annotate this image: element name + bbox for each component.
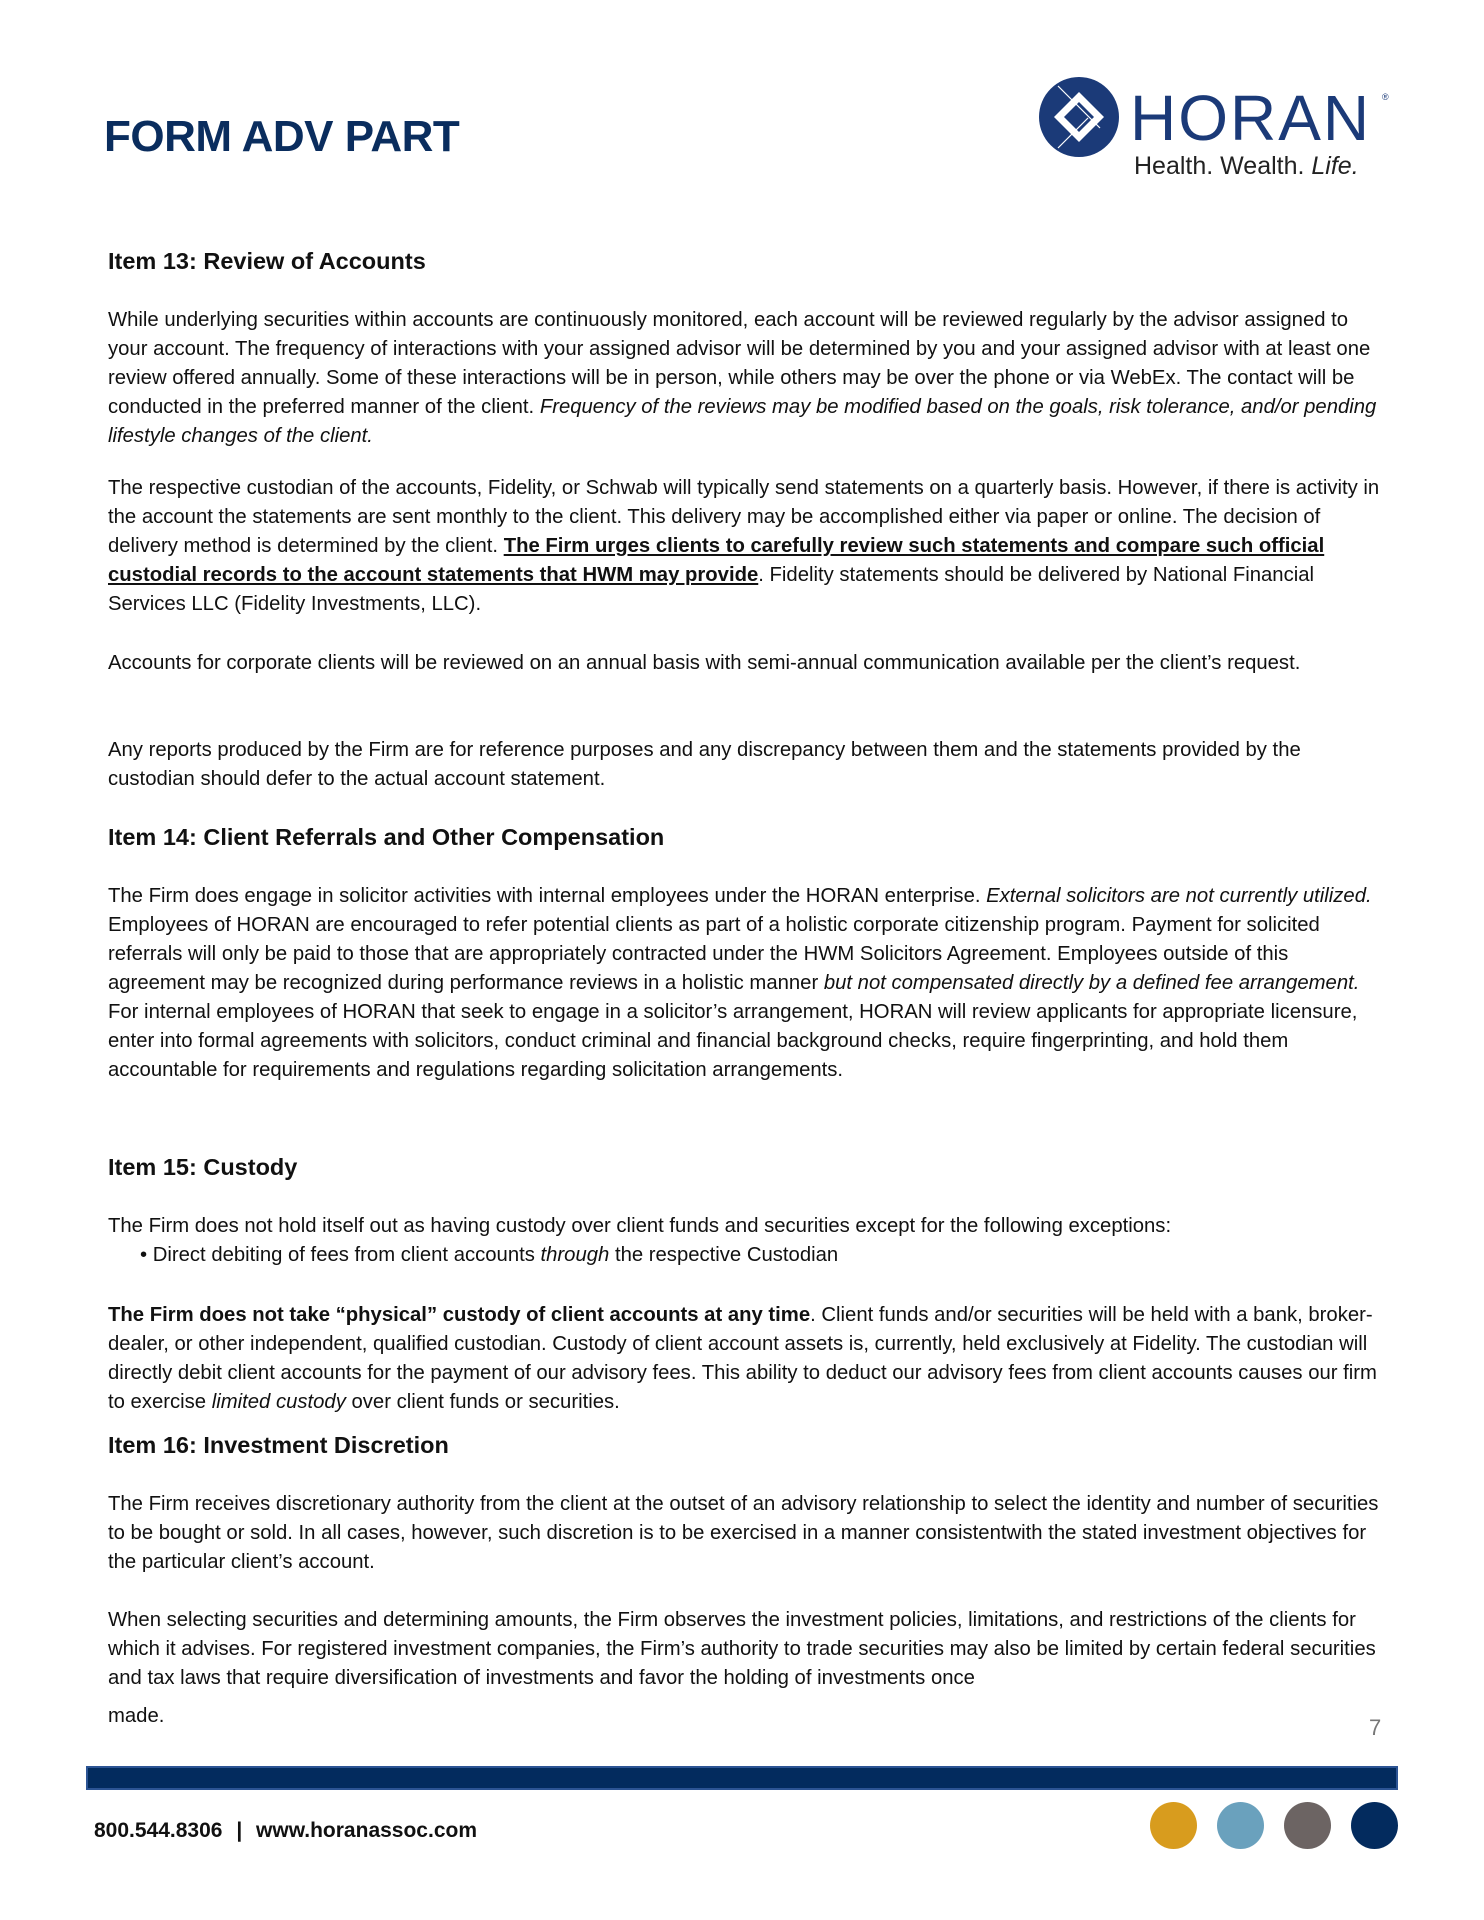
paragraph-text: Accounts for corporate clients will be reviewed on an annual basis with semi-annual communication available per the client’s request. (108, 652, 1301, 674)
page-number: 7 (1369, 1715, 1382, 1740)
section-item-15 (108, 1152, 1380, 1182)
paragraph-text: Employees of HORAN are encouraged to refer potential clients as part of a holistic corporate citizenship program. Payment for solicited referrals will only be paid to those that are appropriately contracted under the HWM Solicitors Agreement. Employees outside of this agreement may be recognized during performance reviews in a holistic manner (108, 914, 1320, 994)
page-title: FORM ADV PART (104, 112, 460, 161)
emphasis-text: The Firm urges clients to carefully review such statements and compare such official custodial records to the account statements that HWM may provide (108, 535, 1325, 586)
item13-paragraph-1 (108, 306, 1380, 451)
paragraph-text: over client funds or securities. (345, 1391, 620, 1413)
horan-logo-mark-icon (1038, 76, 1120, 158)
blue-dot-icon (1217, 1802, 1264, 1849)
footer-bar (86, 1766, 1398, 1790)
paragraph-text: When selecting securities and determining amounts, the Firm observes the investment policies, limitations, and restrictions of the clients for which it advises. For registered investment companies, the Firm’s authority to trade securities may also be limited by certain federal securities and tax laws that require diversification of investments and favor the holding of investments once (108, 1609, 1376, 1689)
tagline-text: Health. Wealth. (1134, 152, 1312, 180)
item16-paragraph-1 (108, 1490, 1380, 1577)
bold-text: The Firm does not take “physical” custody of client accounts at any time (108, 1304, 811, 1326)
list-item-text: the respective Custodian (609, 1244, 839, 1266)
section-item-16 (108, 1430, 1380, 1460)
item14-paragraph-1 (108, 882, 1380, 1085)
paragraph-text: While underlying securities within accounts are continuously monitored, each account will be reviewed regularly by the advisor assigned to your account. The frequency of interactions with your assigned advisor will be determined by you and your assigned advisor with at least one review offered annually. Some of these interactions will be in person, while others may be over the phone or via WebEx. The contact will be conducted in the preferred manner of the client. (108, 309, 1371, 418)
section-heading: Item 15: Custody (108, 1154, 298, 1180)
gold-dot-icon (1150, 1802, 1197, 1849)
italic-text: limited custody (211, 1391, 346, 1413)
paragraph-text: . Fidelity statements should be delivered by National Financial Services LLC (Fidelity Investments, LLC). (108, 564, 1315, 615)
item16-paragraph-2 (108, 1606, 1380, 1693)
section-item-13 (108, 246, 1380, 276)
item13-paragraph-4 (108, 736, 1380, 794)
italic-text: but not compensated directly by a defined fee arrangement. (823, 972, 1360, 994)
paragraph-text: For internal employees of HORAN that seek to engage in a solicitor’s arrangement, HORAN will review applicants for appropriate licensure, enter into formal agreements with solicitors, conduct criminal and financial background checks, require fingerprinting, and hold them accountable for requirements and regulations regarding solicitation arrangements. (108, 1001, 1358, 1081)
italic-text: through (540, 1244, 610, 1266)
list-item (108, 1241, 1380, 1270)
item16-paragraph-2-last-line (108, 1702, 1380, 1731)
tagline-life: Life. (1311, 152, 1359, 180)
paragraph-text: The respective custodian of the accounts, Fidelity, or Schwab will typically send statements on a quarterly basis. However, if there is activity in the account the statements are sent monthly to the client. This delivery may be accomplished either via paper or online. The decision of delivery method is determined by the client. (108, 477, 1380, 557)
navy-dot-icon (1351, 1802, 1398, 1849)
list-item-text: • Direct debiting of fees from client accounts (140, 1244, 541, 1266)
separator: | (236, 1819, 243, 1842)
footer-contact (94, 1819, 477, 1843)
logo-wordmark: HORAN (1130, 82, 1372, 154)
brand-dots (1150, 1802, 1398, 1849)
horan-logo (1038, 74, 1398, 184)
paragraph-text: . Client funds and/or securities will be held with a bank, broker-dealer, or other independent, qualified custodian. Custody of client account assets is, currently, held exclusively at Fidelity. The custodian will directly debit client accounts for the payment of our advisory fees. This ability to deduct our advisory fees from client accounts causes our firm to exercise (108, 1304, 1377, 1413)
item15-paragraph-1 (108, 1212, 1380, 1270)
item15-paragraph-2 (108, 1301, 1380, 1417)
paragraph-text: The Firm receives discretionary authority from the client at the outset of an advisory relationship to select the identity and number of securities to be bought or sold. In all cases, however, such discretion is to be exercised in a manner consistentwith the stated investment objectives for the particular client’s account. (108, 1493, 1379, 1573)
section-heading: Item 14: Client Referrals and Other Compensation (108, 824, 665, 850)
gray-dot-icon (1284, 1802, 1331, 1849)
website-link[interactable]: www.horanassoc.com (256, 1819, 477, 1842)
logo-tagline (1134, 152, 1359, 181)
phone-number: 800.544.8306 (94, 1819, 223, 1842)
paragraph-text: The Firm does engage in solicitor activities with internal employees under the HORAN enterprise. (108, 885, 987, 907)
paragraph-text: Any reports produced by the Firm are for reference purposes and any discrepancy between them and the statements provided by the custodian should defer to the actual account statement. (108, 739, 1301, 790)
section-heading: Item 13: Review of Accounts (108, 248, 426, 274)
registered-mark: ® (1382, 92, 1389, 102)
paragraph-text: The Firm does not hold itself out as having custody over client funds and securities except for the following exceptions: (108, 1215, 1172, 1237)
paragraph-text: made. (108, 1705, 165, 1727)
italic-text: Frequency of the reviews may be modified based on the goals, risk tolerance, and/or pending lifestyle changes of the client. (108, 396, 1377, 447)
item13-paragraph-2 (108, 474, 1380, 619)
section-item-14 (108, 822, 1380, 852)
section-heading: Item 16: Investment Discretion (108, 1432, 449, 1458)
item13-paragraph-3 (108, 649, 1380, 678)
italic-text: External solicitors are not currently utilized. (986, 885, 1372, 907)
